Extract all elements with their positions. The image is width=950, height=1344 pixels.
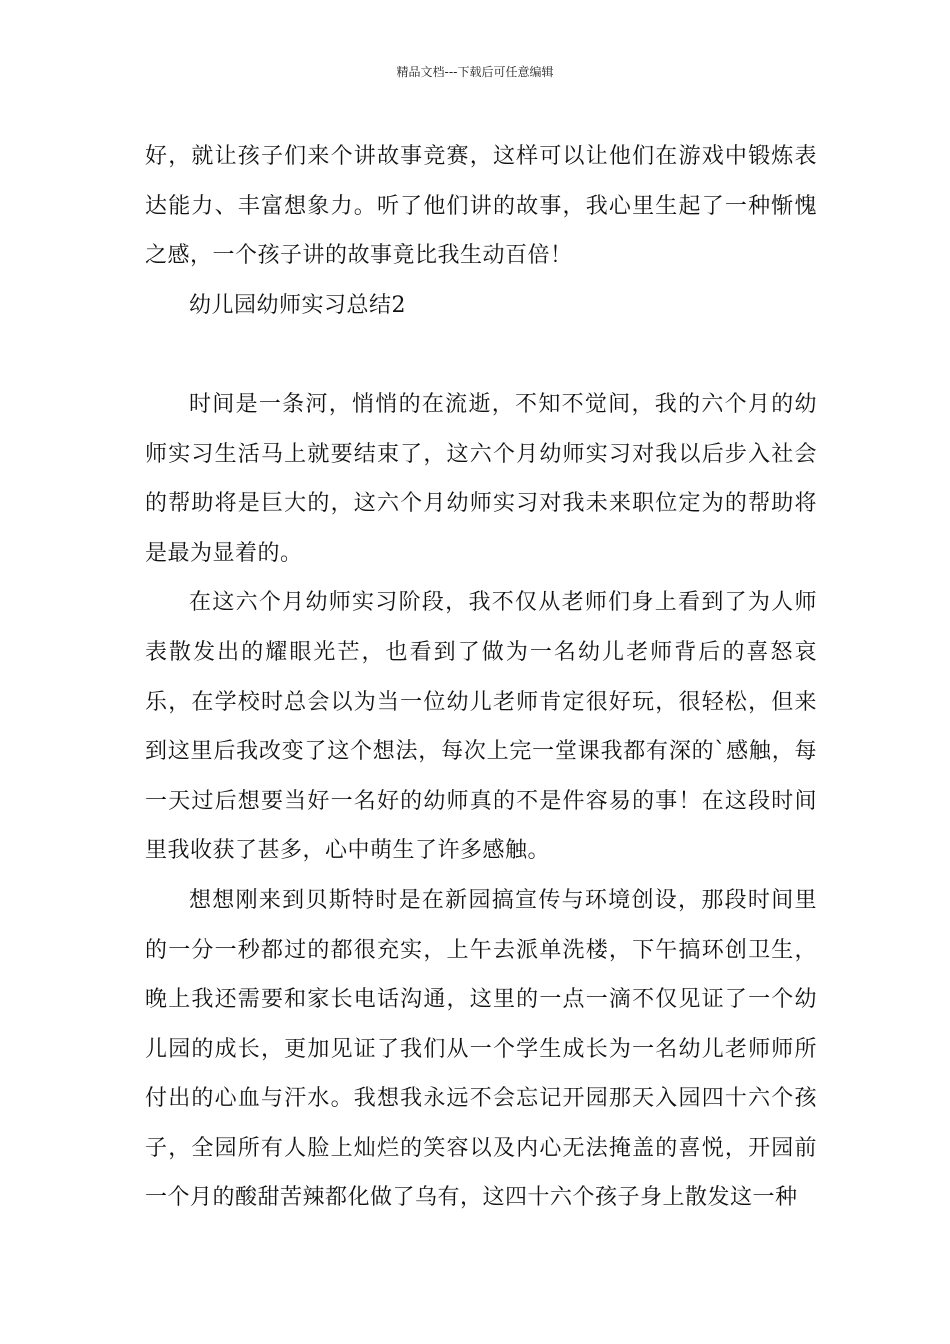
blank-line (145, 330, 817, 380)
document-body (145, 132, 817, 1223)
paragraph-3: 想想刚来到贝斯特时是在新园搞宣传与环境创设，那段时间里的一分一秒都过的都很充实，上午去派单洗楼，下午搞环创卫生，晚上我还需要和家长电话沟通，这里的一点一滴不仅见证了一个幼儿园的成长，更加见证了我们从一个学生成长为一名幼儿老师师所付出的心血与汗水。我想我永远不会忘记开园那天入园四十六个孩子，全园所有人脸上灿烂的笑容以及内心无法掩盖的喜悦，开园前一个月的酸甜苦辣都化做了乌有，这四十六个孩子身上散发这一种 (145, 887, 817, 1211)
page-header: 精品文档---下载后可任意编辑 (396, 65, 554, 79)
section-title: 幼儿园幼师实习总结2 (189, 292, 406, 318)
continued-paragraph: 好，就让孩子们来个讲故事竞赛，这样可以让他们在游戏中锻炼表达能力、丰富想象力。听了他们讲的故事，我心里生起了一种惭愧之感，一个孩子讲的故事竟比我生动百倍！ (145, 144, 817, 269)
paragraph-2: 在这六个月幼师实习阶段，我不仅从老师们身上看到了为人师表散发出的耀眼光芒，也看到了做为一名幼儿老师背后的喜怒哀乐，在学校时总会以为当一位幼儿老师肯定很好玩，很轻松，但来到这里后我改变了这个想法，每次上完一堂课我都有深的`感触，每一天过后想要当好一名好的幼师真的不是件容易的事！在这段时间里我收获了甚多，心中萌生了许多感触。 (145, 590, 817, 864)
paragraph-1: 时间是一条河，悄悄的在流逝，不知不觉间，我的六个月的幼师实习生活马上就要结束了，这六个月幼师实习对我以后步入社会的帮助将是巨大的，这六个月幼师实习对我未来职位定为的帮助将是最为显着的。 (145, 391, 817, 566)
